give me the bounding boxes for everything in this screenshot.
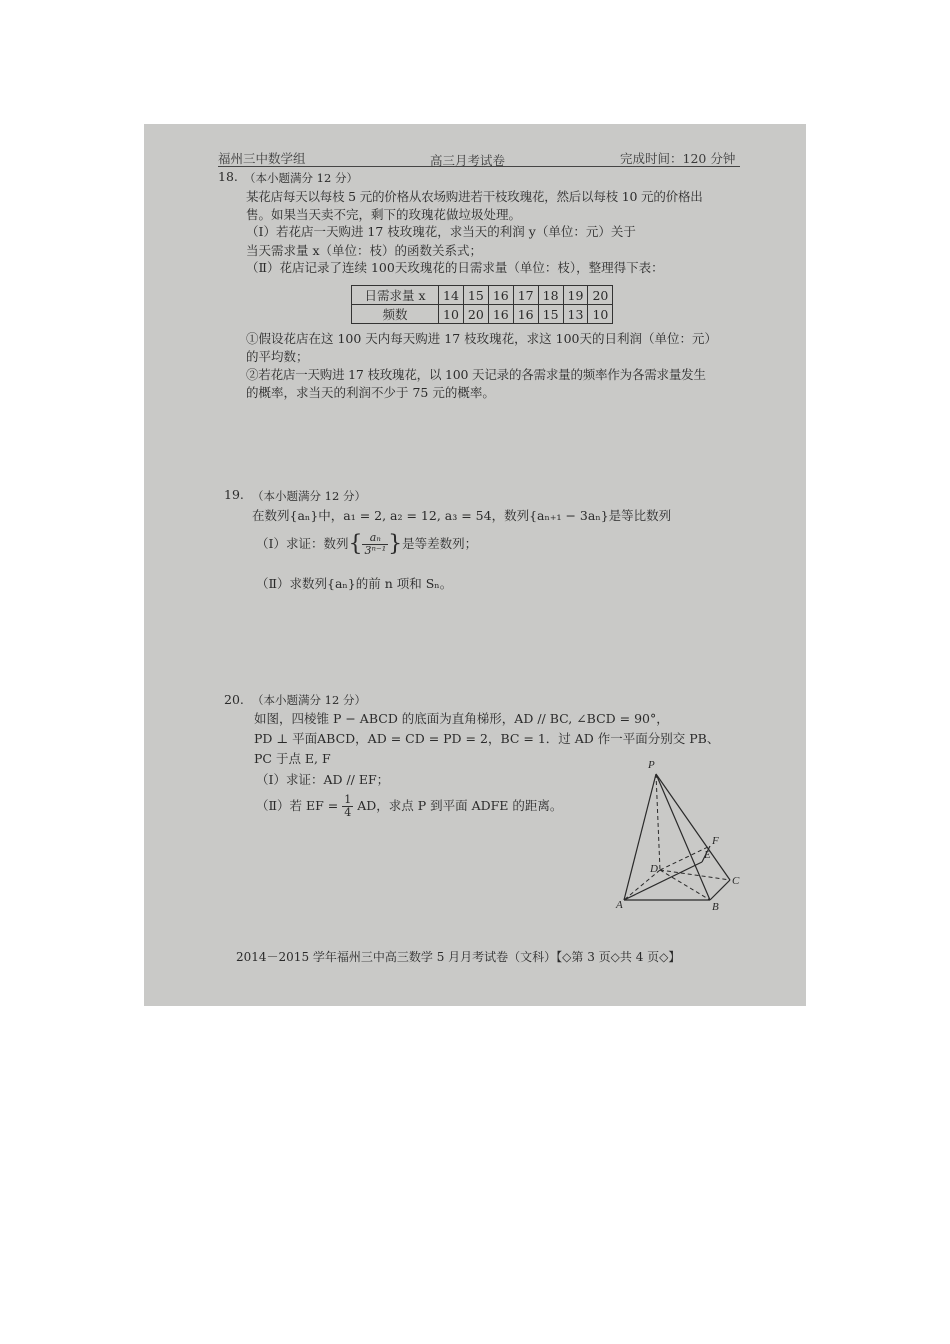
q19-number: 19. [224,487,244,502]
table-cell: 16 [488,305,513,324]
q18-sub2-line2: 的概率，求当天的利润不少于 75 元的概率。 [246,385,495,400]
table-cell: 16 [488,286,513,305]
pyramid-figure [604,754,754,914]
q20-line1: 如图，四棱锥 P − ABCD 的底面为直角梯形，AD // BC, ∠BCD = 90°， [254,711,669,726]
label-B: B [712,901,719,913]
edge-BC [710,880,730,900]
label-D: D [650,863,658,875]
table-cell: 20 [463,305,488,324]
fraction-numerator: aₙ [362,532,388,545]
q18-part1-line1: （Ⅰ）若花店一天购进 17 枝玫瑰花，求当天的利润 y（单位：元）关于 [246,224,636,239]
table-cell: 10 [588,305,613,324]
table-cell: 16 [513,305,538,324]
header-rule [218,166,740,167]
q20-number: 20. [224,692,244,707]
header-center: 高三月考试卷 [430,153,506,168]
table-cell: 20 [588,286,613,305]
q19-fraction [362,532,388,557]
q18-sub1-line2: 的平均数； [246,349,309,364]
label-F: F [712,835,719,847]
q20-fraction [342,794,353,819]
table-cell: 19 [563,286,588,305]
q18-part2: （Ⅱ）花店记录了连续 100天玫瑰花的日需求量（单位：枝），整理得下表： [246,260,664,275]
edge-DB-hidden [660,870,710,900]
table-row-demand [352,286,613,305]
edge-AE [624,862,702,900]
table-cell: 14 [439,286,464,305]
q20-points: （本小题满分 12 分） [252,693,366,707]
table-cell: 15 [538,305,563,324]
table-cell: 15 [463,286,488,305]
q18-stem-line1: 某花店每天以每枝 5 元的价格从农场购进若干枝玫瑰花，然后以每枝 10 元的价格出 [246,189,703,204]
q19-points: （本小题满分 12 分） [252,489,366,503]
edge-PC [656,774,730,880]
q18-stem-line2: 售。如果当天卖不完，剩下的玫瑰花做垃圾处理。 [246,207,522,222]
edge-DC-hidden [660,870,730,880]
q18-part1-line2: 当天需求量 x（单位：枝）的函数关系式； [246,243,483,258]
left-brace: { [348,531,363,557]
label-E: E [704,849,711,861]
label-A: A [616,899,623,911]
q20-line3: PC 于点 E, F [254,751,331,766]
label-C: C [732,875,740,887]
right-brace: } [388,531,403,557]
table-cell: 13 [563,305,588,324]
table-header-demand: 日需求量 x [352,286,439,305]
q19-part2: （Ⅱ）求数列{aₙ}的前 n 项和 Sₙ。 [256,576,453,591]
table-cell: 17 [513,286,538,305]
exam-page-photo [144,124,806,1006]
demand-frequency-table [351,285,613,324]
table-cell: 18 [538,286,563,305]
q19-part1-prefix: （Ⅰ）求证：数列 [256,536,349,551]
header-left: 福州三中数学组 [218,151,306,166]
fraction-denominator: 3ⁿ⁻¹ [364,544,387,557]
q20-part2-suffix: AD，求点 P 到平面 ADFE 的距离。 [357,798,563,813]
q19-stem: 在数列{aₙ}中，a₁ = 2, a₂ = 12, a₃ = 54，数列{aₙ₊₁ − 3aₙ}是等比数列 [252,508,672,523]
label-P: P [648,759,655,771]
table-row-frequency [352,305,613,324]
q20-line2: PD ⊥ 平面ABCD，AD = CD = PD = 2，BC = 1．过 AD 作一平面分别交 PB、 [254,731,720,746]
q18-number: 18. [218,169,238,184]
fraction-denominator: 4 [344,806,352,819]
q18-points: （本小题满分 12 分） [244,171,358,185]
table-header-frequency: 频数 [352,305,439,324]
q19-part1 [256,532,477,557]
edge-PD-hidden [656,774,660,870]
q18-sub1-line1: ①假设花店在这 100 天内每天购进 17 枝玫瑰花，求这 100天的日利润（单位：元） [246,331,717,346]
q18-sub2-line1: ②若花店一天购进 17 枝玫瑰花，以 100 天记录的各需求量的频率作为各需求量发生 [246,367,706,382]
q20-part2 [256,794,562,819]
q20-part2-prefix: （Ⅱ）若 EF = [256,798,339,813]
edge-DF-hidden [660,846,710,870]
q20-part1: （Ⅰ）求证：AD // EF； [256,772,390,787]
table-cell: 10 [439,305,464,324]
fraction-numerator: 1 [344,793,352,806]
edge-PA [624,774,656,900]
header-right: 完成时间：120 分钟 [620,151,736,166]
q19-part1-suffix: 是等差数列； [402,536,478,551]
page-footer: 2014－2015 学年福州三中高三数学 5 月月考试卷（文科）【◇第 3 页◇共 4 页◇】 [236,950,681,964]
